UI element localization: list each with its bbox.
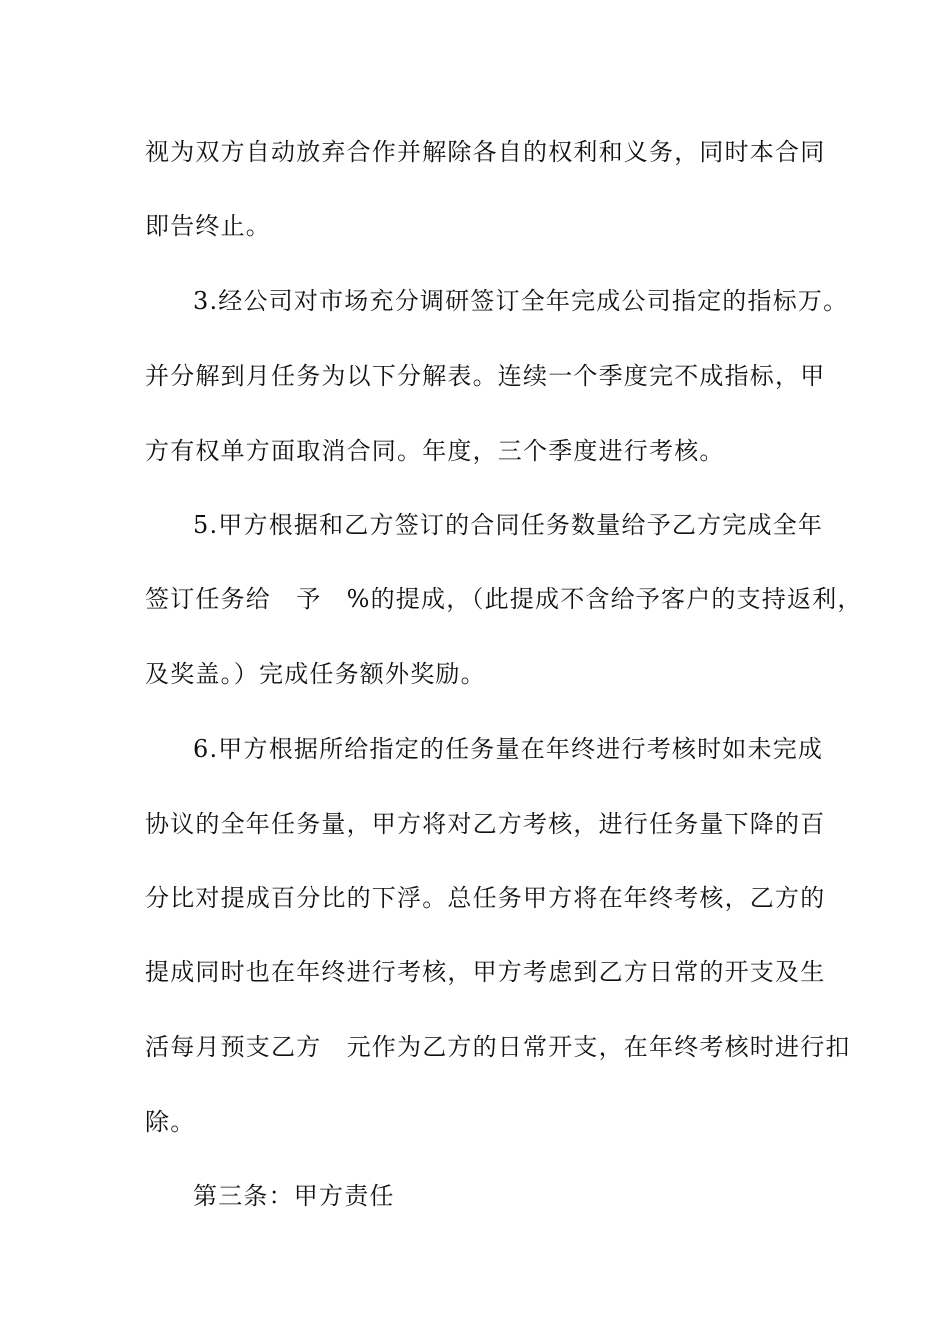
paragraph-line: 方有权单方面取消合同。年度，三个季度进行考核。 — [145, 437, 725, 465]
paragraph-line: 6.甲方根据所给指定的任务量在年终进行考核时如未完成 — [193, 735, 824, 763]
paragraph-line: 即告终止。 — [145, 212, 271, 240]
paragraph-line: 视为双方自动放弃合作并解除各自的权利和义务，同时本合同 — [145, 138, 826, 166]
paragraph-line: 3.经公司对市场充分调研签订全年完成公司指定的指标万。 — [193, 287, 849, 315]
paragraph-line: 及奖盖。）完成任务额外奖励。 — [145, 660, 486, 688]
paragraph-line: 分比对提成百分比的下浮。总任务甲方将在年终考核，乙方的 — [145, 884, 826, 912]
paragraph-line: 提成同时也在年终进行考核，甲方考虑到乙方日常的开支及生 — [145, 958, 826, 986]
paragraph-line: 5.甲方根据和乙方签订的合同任务数量给予乙方完成全年 — [193, 511, 824, 539]
paragraph-line: 活每月预支乙方 元作为乙方的日常开支，在年终考核时进行扣 — [145, 1033, 851, 1061]
paragraph-line: 并分解到月任务为以下分解表。连续一个季度完不成指标，甲 — [145, 362, 826, 390]
paragraph-line: 除。 — [145, 1108, 196, 1136]
paragraph-line: 协议的全年任务量，甲方将对乙方考核，进行任务量下降的百 — [145, 810, 826, 838]
paragraph-line: 签订任务给 予 %的提成，（此提成不含给予客户的支持返利， — [145, 585, 863, 613]
section-heading: 第三条：甲方责任 — [193, 1182, 395, 1210]
